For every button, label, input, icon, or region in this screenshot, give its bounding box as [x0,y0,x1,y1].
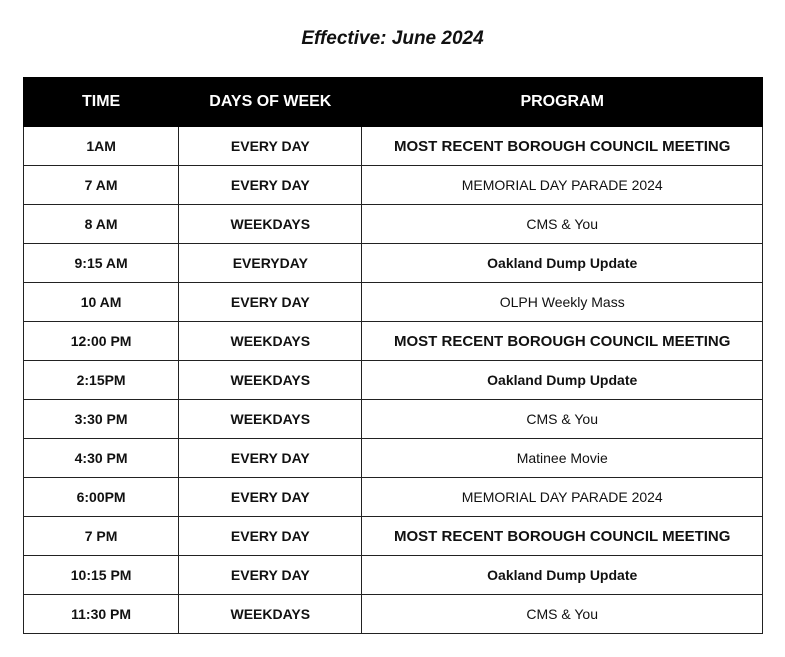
schedule-effective-date: Effective: June 2024 [301,28,484,49]
program-cell: Matinee Movie [362,439,763,478]
program-cell: CMS & You [362,400,763,439]
table-row [24,517,763,556]
program-cell: CMS & You [362,205,763,244]
table-header-row [24,78,763,127]
time-cell: 8 AM [24,205,179,244]
program-schedule-table [23,77,763,634]
program-cell: MEMORIAL DAY PARADE 2024 [362,166,763,205]
days-cell: EVERY DAY [179,439,362,478]
time-cell: 9:15 AM [24,244,179,283]
time-cell: 12:00 PM [24,322,179,361]
time-cell: 6:00PM [24,478,179,517]
days-cell: EVERY DAY [179,127,362,166]
time-cell: 3:30 PM [24,400,179,439]
days-cell: EVERY DAY [179,556,362,595]
table-row [24,283,763,322]
program-cell: MOST RECENT BOROUGH COUNCIL MEETING [362,322,763,361]
days-cell: WEEKDAYS [179,595,362,634]
table-row [24,556,763,595]
time-cell: 10:15 PM [24,556,179,595]
program-cell: CMS & You [362,595,763,634]
table-row [24,478,763,517]
days-cell: WEEKDAYS [179,322,362,361]
days-cell: EVERY DAY [179,283,362,322]
table-row [24,439,763,478]
table-row [24,400,763,439]
table-row [24,361,763,400]
program-cell: Oakland Dump Update [362,556,763,595]
days-cell: WEEKDAYS [179,361,362,400]
program-cell: MOST RECENT BOROUGH COUNCIL MEETING [362,127,763,166]
table-row [24,166,763,205]
days-cell: EVERY DAY [179,517,362,556]
table-row [24,127,763,166]
days-cell: WEEKDAYS [179,400,362,439]
table-row [24,205,763,244]
days-cell: EVERYDAY [179,244,362,283]
time-cell: 1AM [24,127,179,166]
time-cell: 10 AM [24,283,179,322]
time-cell: 2:15PM [24,361,179,400]
time-cell: 7 PM [24,517,179,556]
time-cell: 11:30 PM [24,595,179,634]
table-row [24,244,763,283]
program-cell: Oakland Dump Update [362,244,763,283]
program-cell: OLPH Weekly Mass [362,283,763,322]
program-cell: MEMORIAL DAY PARADE 2024 [362,478,763,517]
table-row [24,322,763,361]
days-cell: EVERY DAY [179,478,362,517]
time-cell: 4:30 PM [24,439,179,478]
header-time: TIME [24,78,179,127]
table-row [24,595,763,634]
days-cell: WEEKDAYS [179,205,362,244]
days-cell: EVERY DAY [179,166,362,205]
time-cell: 7 AM [24,166,179,205]
header-days-of-week: DAYS OF WEEK [179,78,362,127]
program-cell: MOST RECENT BOROUGH COUNCIL MEETING [362,517,763,556]
program-cell: Oakland Dump Update [362,361,763,400]
header-program: PROGRAM [362,78,763,127]
